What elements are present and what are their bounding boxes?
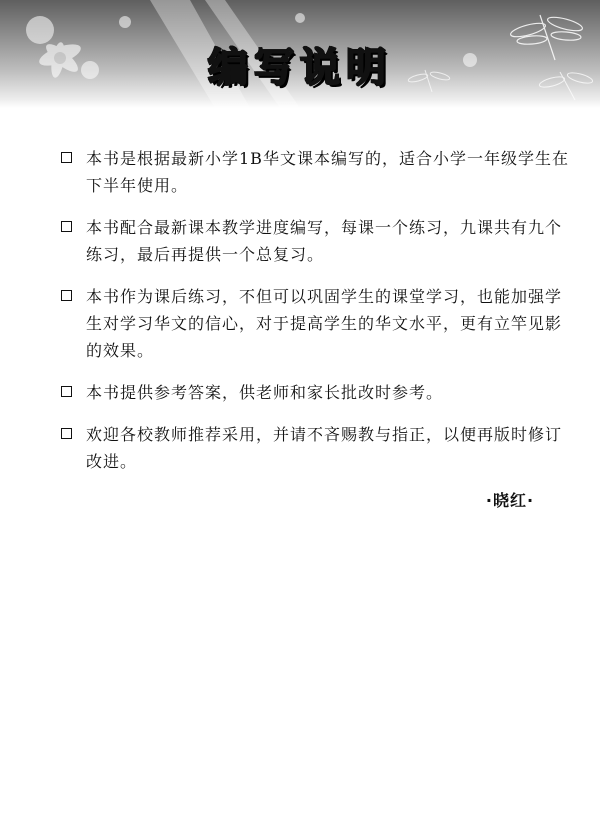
page-title: 编写说明 [208, 45, 392, 91]
list-item [60, 283, 570, 364]
list-item [60, 214, 570, 268]
list-item-text: 本书提供参考答案，供老师和家长批改时参考。 [86, 383, 444, 402]
checkbox-icon [61, 221, 72, 232]
list-item-text: 本书配合最新课本教学进度编写，每课一个练习，九课共有九个练习，最后再提供一个总复习。 [86, 218, 563, 264]
list-item [60, 145, 570, 199]
list-item [60, 379, 570, 406]
instructions-list [60, 145, 570, 490]
list-item [60, 421, 570, 475]
list-item-text: 本书是根据最新小学1B华文课本编写的，适合小学一年级学生在下半年使用。 [86, 149, 569, 195]
checkbox-icon [61, 428, 72, 439]
checkbox-icon [61, 152, 72, 163]
checkbox-icon [61, 386, 72, 397]
header-banner [0, 0, 600, 108]
checkbox-icon [61, 290, 72, 301]
list-item-text: 欢迎各校教师推荐采用，并请不吝赐教与指正，以便再版时修订改进。 [86, 425, 563, 471]
author-signature: ·晓红· [485, 491, 535, 510]
list-item-text: 本书作为课后练习，不但可以巩固学生的课堂学习，也能加强学生对学习华文的信心，对于提高学生的华文水平，更有立竿见影的效果。 [86, 287, 563, 360]
